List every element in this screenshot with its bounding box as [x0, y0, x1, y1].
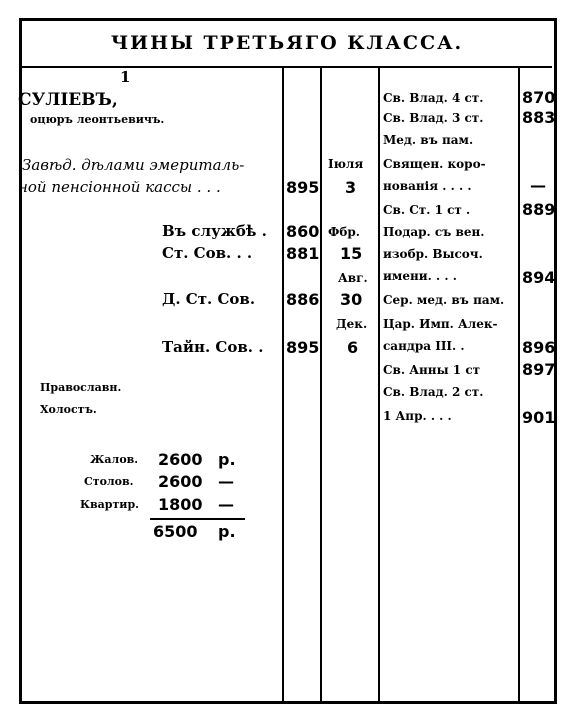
award-6: Подар. съ вен.: [383, 225, 485, 239]
award-11: сандра III. .: [383, 339, 465, 353]
religion: Православн.: [40, 381, 122, 394]
service-year-0: 860: [286, 222, 320, 241]
salary-unit-0: р.: [218, 450, 236, 469]
award-year-0: 870: [522, 88, 556, 107]
date-month-3: Дек.: [336, 317, 368, 331]
column-divider-4: [518, 66, 520, 704]
date-day-1: 15: [340, 244, 363, 263]
service-year-2: 886: [286, 290, 320, 309]
salary-label-1: Столов.: [84, 475, 134, 488]
position-year: 895: [286, 178, 320, 197]
service-label-2: Д. Ст. Сов.: [162, 290, 256, 308]
award-13: Св. Влад. 2 ст.: [383, 385, 484, 399]
date-day-3: 6: [347, 338, 359, 357]
header-rule: [22, 66, 552, 68]
salary-unit-1: —: [218, 472, 234, 491]
award-3: Священ. коро-: [383, 157, 486, 171]
service-year-1: 881: [286, 244, 320, 263]
marital-status: Холостъ.: [40, 403, 97, 416]
salary-amount-2: 1800: [158, 495, 203, 514]
date-day-0: 3: [345, 178, 357, 197]
award-10: Цар. Имп. Алек-: [383, 317, 498, 331]
date-month-2: Авг.: [338, 271, 368, 285]
award-12: Св. Анны 1 ст: [383, 363, 481, 377]
salary-label-0: Жалов.: [90, 453, 139, 466]
date-month-1: Фбр.: [328, 225, 360, 239]
service-label-0: Въ службѣ .: [162, 222, 267, 240]
award-year-11: 896: [522, 338, 556, 357]
total-amount: 6500: [153, 522, 198, 541]
service-year-3: 895: [286, 338, 320, 357]
salary-unit-2: —: [218, 495, 234, 514]
award-0: Св. Влад. 4 ст.: [383, 91, 484, 105]
award-year-1: 883: [522, 108, 556, 127]
award-year-14: 901: [522, 408, 556, 427]
salary-amount-1: 2600: [158, 472, 203, 491]
person-patronymic: оцюръ леонтьевичъ.: [30, 113, 165, 126]
award-7: изобр. Высоч.: [383, 247, 483, 261]
column-divider-2: [320, 66, 322, 704]
person-surname: СУЛІЕВЪ,: [18, 90, 118, 110]
award-5: Св. Ст. 1 ст .: [383, 203, 471, 217]
award-2: Мед. въ пам.: [383, 133, 474, 147]
award-14: 1 Апр. . . .: [383, 409, 452, 423]
award-8: имени. . . .: [383, 269, 457, 283]
award-9: Сер. мед. въ пам.: [383, 293, 505, 307]
page-title: ЧИНЫ ТРЕТЬЯГО КЛАССА.: [110, 32, 464, 54]
date-month-0: Іюля: [328, 157, 364, 171]
position-line-1: Завѣд. дѣлами эмериталь-: [22, 156, 245, 174]
award-year-5: 889: [522, 200, 556, 219]
award-year-12: 897: [522, 360, 556, 379]
service-label-1: Ст. Сов. . .: [162, 244, 253, 262]
total-rule: [150, 518, 245, 520]
column-divider-3: [378, 66, 380, 704]
entry-number: 1: [120, 68, 131, 86]
award-1: Св. Влад. 3 ст.: [383, 111, 484, 125]
total-unit: р.: [218, 522, 236, 541]
salary-amount-0: 2600: [158, 450, 203, 469]
column-divider-1: [282, 66, 284, 704]
award-year-8: 894: [522, 268, 556, 287]
salary-label-2: Квартир.: [80, 498, 139, 511]
position-line-2: ной пенсіонной кассы . . .: [18, 178, 221, 196]
award-4: нованія . . . .: [383, 179, 472, 193]
service-label-3: Тайн. Сов. .: [162, 338, 264, 356]
date-day-2: 30: [340, 290, 363, 309]
award-year-4: —: [530, 176, 546, 195]
